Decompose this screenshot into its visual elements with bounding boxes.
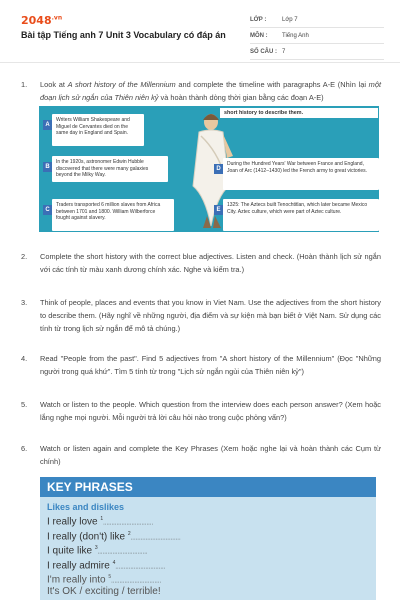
timeline-card-a xyxy=(45,114,144,146)
question-5 xyxy=(21,398,381,424)
meta-value: Lớp 7 xyxy=(282,16,298,23)
meta-row-class xyxy=(250,12,384,28)
question-number: 4. xyxy=(21,354,28,363)
card-text: 1325: The Aztecs built Tenochtitlan, which later became Mexico City. Aztec culture, which were part of Aztec culture. xyxy=(227,202,368,215)
site-logo[interactable] xyxy=(21,14,62,27)
key-phrase-line: I'm really into $^5$.............................. xyxy=(47,574,162,586)
key-phrase-line: I really admire $^4$.............................. xyxy=(47,559,166,571)
card-letter-badge: D xyxy=(214,164,223,174)
page-header xyxy=(0,0,400,63)
key-phrases-subtitle: Likes and dislikes xyxy=(47,502,125,512)
meta-label: LỚP : xyxy=(250,16,267,23)
logo-suffix: .vn xyxy=(51,14,63,22)
card-letter-badge: C xyxy=(43,205,52,215)
question-text: Complete the short history with the correct blue adjectives. Listen and check. (Hoàn thành lịch sử ngắn với các tính từ màu xanh dương chính xác. Nghe và kiểm tra.) xyxy=(40,252,381,274)
question-number: 6. xyxy=(21,444,28,453)
timeline-card-d xyxy=(216,158,379,190)
card-text: Traders transported 6 million slaves from Africa between 1701 and 1800. William Wilberforce fought against slavery. xyxy=(56,202,161,221)
key-phrases-title: KEY PHRASES xyxy=(40,477,376,497)
question-number: 2. xyxy=(21,252,28,261)
meta-info-box xyxy=(250,12,384,60)
question-text: Look at A short history of the Millennium and complete the timeline with paragraphs A-E (Nhìn lại một đoạn lịch sử ngắn của Thiên niên kỷ và hoàn thành dòng thời gian bằng các đoạn A-E) xyxy=(40,80,381,102)
question-2 xyxy=(21,250,381,276)
question-3 xyxy=(21,296,381,335)
key-phrase-line: I quite like $^3$.............................. xyxy=(47,545,148,557)
card-text: In the 1920s, astronomer Edwin Hubble discovered that there were many galaxies beyond the Milky Way. xyxy=(56,159,149,178)
card-letter-badge: A xyxy=(43,120,52,130)
card-text: During the Hundred Years' War between France and England, Joan of Arc (1412–1430) led the French army to great victories. xyxy=(227,161,368,174)
card-text: Writers William Shakespeare and Miguel de Cervantes died on the same day in England and Spain. xyxy=(56,117,130,136)
meta-row-count xyxy=(250,44,384,60)
question-4 xyxy=(21,352,381,378)
card-letter-badge: E xyxy=(214,205,223,215)
key-phrase-line: I really (don't) like $^2$.............................. xyxy=(47,530,181,542)
key-phrase-line: It's OK / exciting / terrible! xyxy=(47,585,161,597)
document-title: Bài tập Tiếng anh 7 Unit 3 Vocabulary có đáp án xyxy=(21,30,226,40)
question-text: Watch or listen to the people. Which question from the interview does each person answer? (Xem hoặc lắng nghe mọi người. Mỗi người trả lời câu hỏi nào trong cuộc phỏng vấn?) xyxy=(40,400,381,422)
timeline-card-c xyxy=(45,199,174,231)
question-text: Read "People from the past". Find 5 adjectives from "A short history of the Millennium" (Đọc "Những người trong quá khứ". Tìm 5 tính từ trong "Lịch sử ngắn ngủi của Thiên niên kỷ") xyxy=(40,354,381,376)
meta-value: 7 xyxy=(282,48,286,55)
timeline-card-e xyxy=(216,199,379,231)
meta-row-subject xyxy=(250,28,384,44)
key-phrases-box xyxy=(40,477,376,600)
question-1 xyxy=(21,78,381,104)
question-text: Watch or listen again and complete the Key Phrases (Xem hoặc nghe lại và hoàn thành các Cụm từ chính) xyxy=(40,444,381,466)
logo-text: 2048 xyxy=(21,14,52,27)
timeline-card-b xyxy=(45,156,168,182)
meta-label: SỐ CÂU : xyxy=(250,48,277,55)
key-phrase-line: I really love $^1$.............................. xyxy=(47,516,154,528)
question-number: 1. xyxy=(21,80,28,89)
question-number: 3. xyxy=(21,298,28,307)
timeline-top-text: short history to describe them. xyxy=(220,108,378,118)
meta-label: MÔN : xyxy=(250,32,268,39)
question-number: 5. xyxy=(21,400,28,409)
meta-value: Tiếng Anh xyxy=(282,32,309,39)
question-text: Think of people, places and events that you know in Viet Nam. Use the adjectives from the short history to describe them. (Hãy nghĩ về những người, địa điểm và sự kiện mà bạn biết ở Việt Nam. Sử dụng các tính từ trong lịch sử ngắn để mô tả chúng.) xyxy=(40,298,381,333)
card-letter-badge: B xyxy=(43,162,52,172)
question-6 xyxy=(21,442,381,468)
timeline-image xyxy=(39,106,379,232)
